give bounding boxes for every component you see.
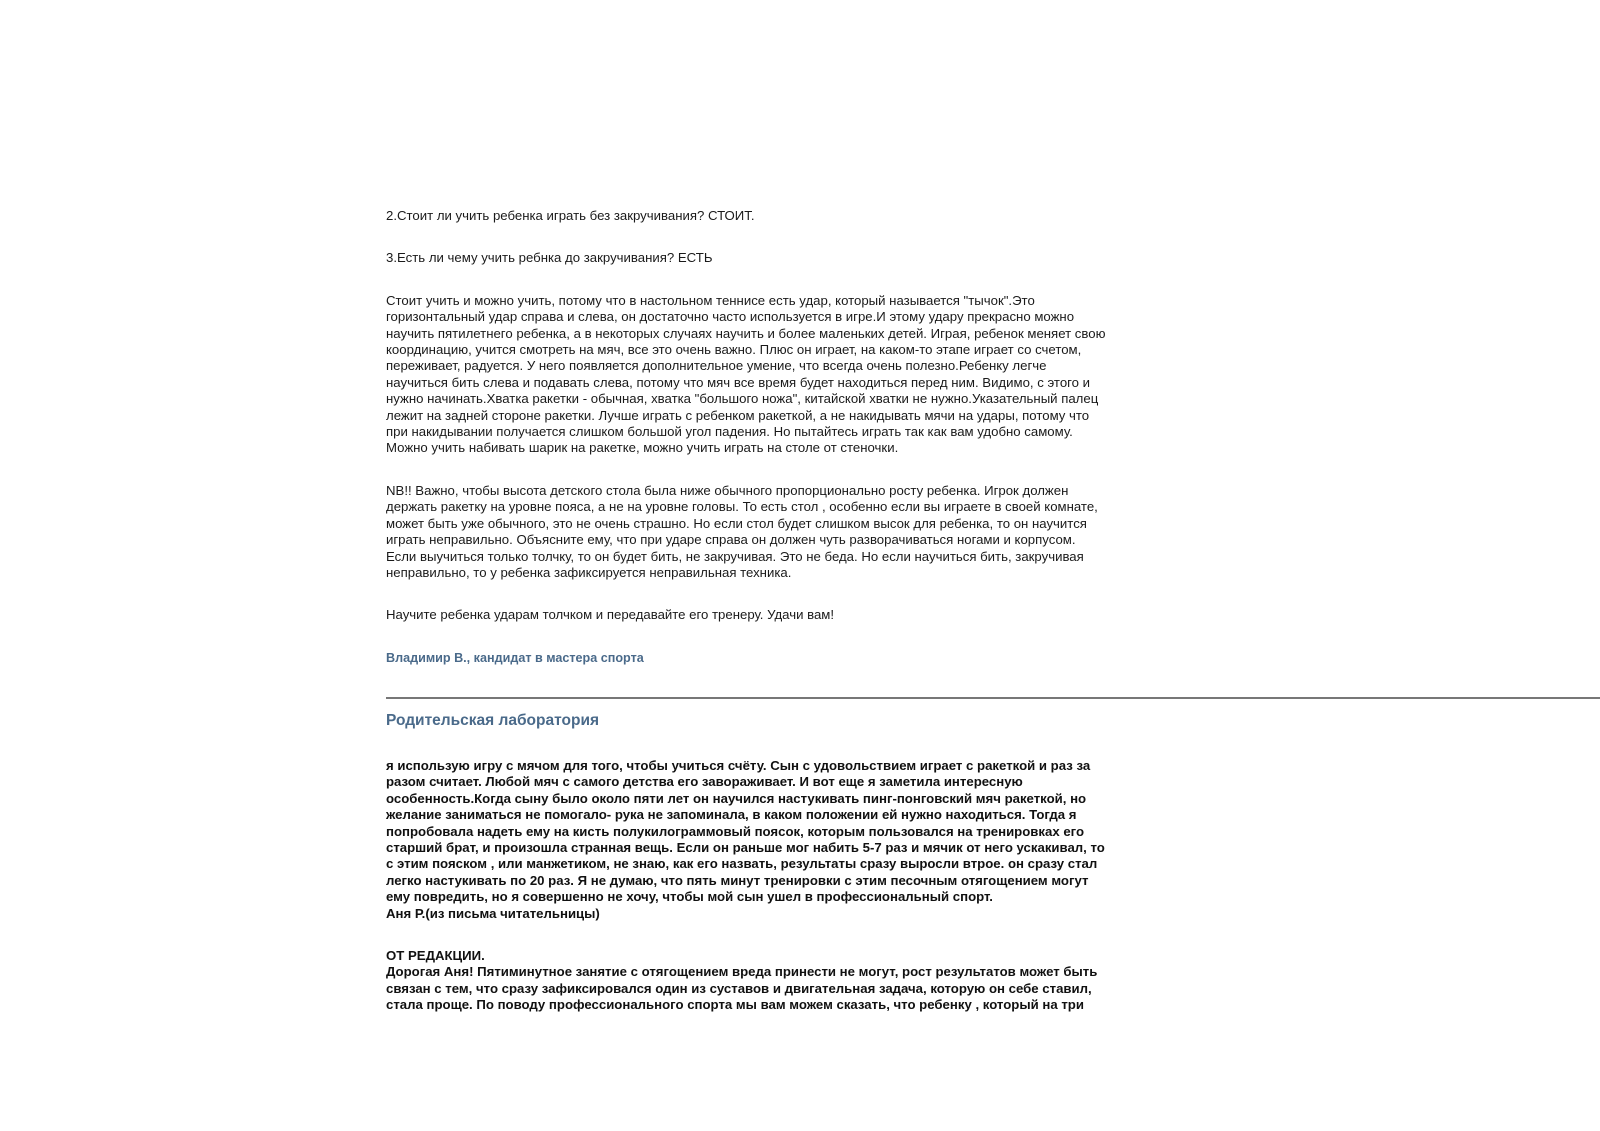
text-line: NB!! Важно, чтобы высота детского стола была ниже обычного пропорционально росту ребенка. Игрок должен — [386, 482, 1069, 498]
text-line: 3.Есть ли чему учить ребнка до закручивания? ЕСТЬ — [386, 250, 713, 266]
text-line: научить пятилетнего ребенка, а в некоторых случаях научить и более маленьких детей. Играя, ребенок меняет свою — [386, 325, 1106, 341]
text-line: лежит на задней стороне ракетки. Лучше играть с ребенком ракеткой, а не накидывать мячи на удары, потому что — [386, 407, 1090, 423]
text-line: я использую игру с мячом для того, чтобы учиться счёту. Сын с удовольствием играет с ракеткой и раз за — [386, 758, 1091, 773]
text-line: с этим пояском , или манжетиком, не знаю, как его назвать, результаты сразу выросли втрое. он сразу стал — [386, 856, 1098, 872]
letter-paragraph — [386, 758, 1186, 922]
reader-letter — [386, 758, 1186, 1040]
text-line: горизонтальный удар справа и слева, он достаточно часто используется в игре.И этому удару прекрасно можно — [386, 309, 1075, 325]
text-line: Стоит учить и можно учить, потому что в настольном теннисе есть удар, который называется "тычок".Это — [386, 292, 1035, 308]
text-line: особенность.Когда сыну было около пяти лет он научился настукивать пинг-понговский мяч ракеткой, но — [386, 790, 1087, 806]
section-divider — [386, 697, 1600, 699]
text-line: Аня Р.(из письма читательницы) — [386, 905, 600, 921]
text-line: Дорогая Аня! Пятиминутное занятие с отягощением вреда принести не могут, рост результатов может быть — [386, 964, 1098, 980]
text-line: связан с тем, что сразу зафиксировался один из суставов и двигательная задача, которую он себе ставил, — [386, 980, 1092, 996]
text-line: стала проще. По поводу профессионального спорта мы вам можем сказать, что ребенку , который на три — [386, 997, 1084, 1013]
question-2 — [386, 208, 1176, 224]
author-signature: Владимир В., кандидат в мастера спорта — [386, 650, 644, 665]
text-line: желание заниматься не помогало- рука не запоминала, в каком положении ей нужно находиться. Тогда я — [386, 807, 1077, 823]
editorial-reply — [386, 948, 1186, 1014]
text-line: координацию, учится смотреть на мяч, все это очень важно. Плюс он играет, на каком-то этапе играет со счетом, — [386, 342, 1082, 358]
text-line: ОТ РЕДАКЦИИ. — [386, 948, 485, 964]
article-paragraph-3 — [386, 607, 1176, 623]
text-line: попробовала надеть ему на кисть полукилограммовый поясок, которым пользовался на тренировках его — [386, 823, 1085, 839]
text-line: Научите ребенка ударам толчком и передавайте его тренеру. Удачи вам! — [386, 607, 835, 623]
text-line: легко настукивать по 20 раз. Я не думаю, что пять минут тренировки с этим песочным отягощением могут — [386, 872, 1089, 888]
text-line: неправильно, то у ребенка зафиксируется неправильная техника. — [386, 564, 792, 580]
question-3 — [386, 250, 1176, 266]
text-line: нужно начинать.Хватка ракетки - обычная, хватка "большого ножа", китайской хватки не нужно.Указательный палец — [386, 391, 1099, 407]
text-line: разом считает. Любой мяч с самого детства его завораживает. И вот еще я заметила интересную — [386, 774, 1023, 790]
text-line: Если выучиться только толчку, то он будет бить, не закручивая. Это не беда. Но если научиться бить, закручивая — [386, 548, 1084, 564]
text-line: 2.Стоит ли учить ребенка играть без закручивания? СТОИТ. — [386, 208, 755, 223]
text-line: переживает, радуется. У него появляется дополнительное умение, что всегда очень полезно.Ребенку легче — [386, 358, 1047, 374]
section-title: Родительская лаборатория — [386, 712, 600, 729]
text-line: играть неправильно. Объясните ему, что при ударе справа он должен чуть разворачиваться ногами и корпусом. — [386, 532, 1076, 548]
text-line: Можно учить набивать шарик на ракетке, можно учить играть на столе от стеночки. — [386, 440, 899, 456]
text-line: держать ракетку на уровне пояса, а не на уровне головы. То есть стол , особенно если вы играете в своей комнате, — [386, 499, 1098, 515]
article-body — [386, 208, 1176, 692]
text-line: научиться бить слева и подавать слева, потому что мяч все время будет находиться перед ним. Видимо, с этого и — [386, 374, 1091, 390]
text-line: старший брат, и произошла странная вещь. Если он раньше мог набить 5-7 раз и мячик от него ускакивал, то — [386, 840, 1105, 856]
article-paragraph-1 — [386, 293, 1176, 457]
article-paragraph-nb — [386, 483, 1176, 581]
text-line: может быть уже обычного, это не очень страшно. Но если стол будет слишком высок для ребенка, то он научится — [386, 515, 1087, 531]
text-line: ему повредить, но я совершенно не хочу, чтобы мой сын ушел в профессиональный спорт. — [386, 889, 993, 905]
text-line: при накидывании получается слишком большой угол падения. Но пытайтесь играть так как вам удобно самому. — [386, 424, 1073, 440]
